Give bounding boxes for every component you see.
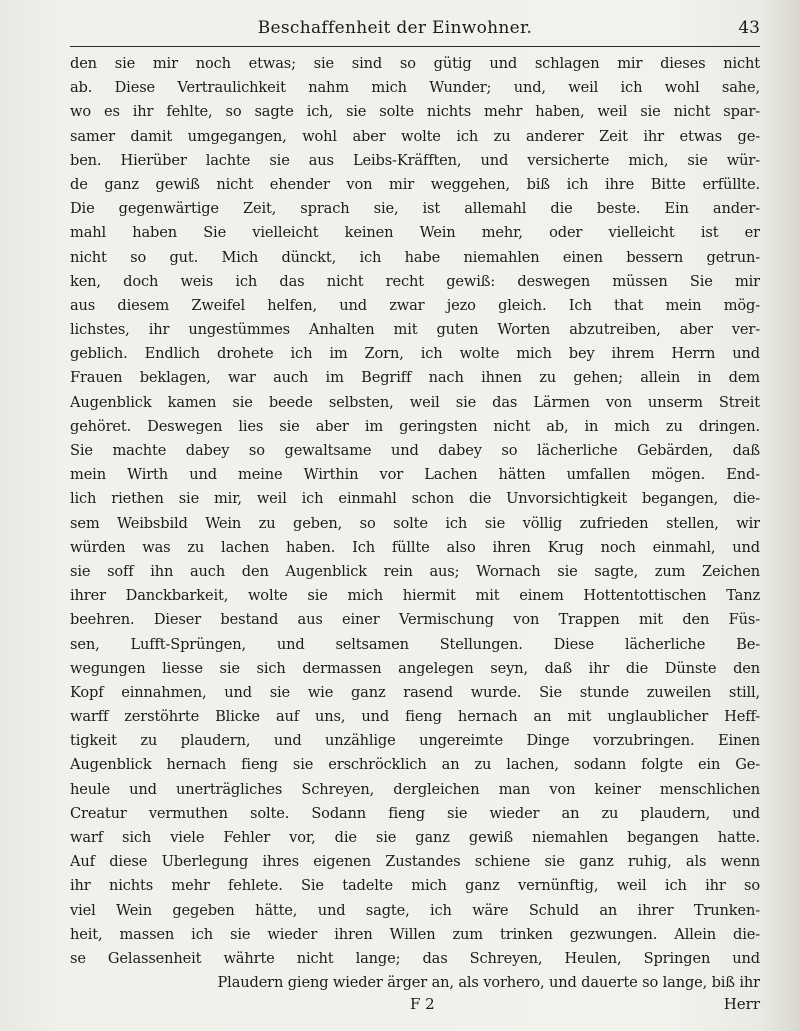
text-line: se Gelassenheit währte nicht lange; das Schreyen, Heulen, Springen und xyxy=(70,949,760,967)
text-line: mahl haben Sie vielleicht keinen Wein mehr, oder vielleicht ist er xyxy=(70,224,760,242)
text-line: sen, Lufft-Sprüngen, und seltsamen Stellungen. Diese lächerliche Be- xyxy=(70,635,760,653)
running-head: Beschaffenheit der Einwohner. xyxy=(257,18,533,38)
text-line: gehöret. Deswegen lies sie aber im geringsten nicht ab, in mich zu dringen. xyxy=(70,417,760,435)
text-line: heit, massen ich sie wieder ihren Willen zum trinken gezwungen. Allein die- xyxy=(70,925,760,943)
text-line: Sie machte dabey so gewaltsame und dabey so lächerliche Gebärden, daß xyxy=(70,442,760,459)
text-line: aus diesem Zweifel helfen, und zwar jezo gleich. Ich that mein mög- xyxy=(70,296,760,314)
text-line: lich riethen sie mir, weil ich einmahl schon die Unvorsichtigkeit begangen, die- xyxy=(70,490,760,508)
text-line: Auf diese Uberlegung ihres eigenen Zustandes schiene sie ganz ruhig, als wenn xyxy=(70,853,760,871)
text-line: beehren. Dieser bestand aus einer Vermischung von Trappen mit den Füs- xyxy=(70,611,760,629)
text-line: sie soff ihn auch den Augenblick rein aus; Wornach sie sagte, zum Zeichen xyxy=(70,562,760,580)
text-line: viel Wein gegeben hätte, und sagte, ich wäre Schuld an ihrer Trunken- xyxy=(70,901,760,919)
text-line: Die gegenwärtige Zeit, sprach sie, ist allemahl die beste. Ein ander- xyxy=(70,200,760,218)
text-line: ken, doch weis ich das nicht recht gewiß: deswegen müssen Sie mir xyxy=(70,272,760,290)
text-line: wegungen liesse sie sich dermassen angelegen seyn, daß ihr die Dünste den xyxy=(70,659,760,677)
page-edge-shadow xyxy=(760,0,800,1031)
text-line: tigkeit zu plaudern, und unzählige ungereimte Dinge vorzubringen. Einen xyxy=(70,732,760,750)
text-line: ab. Diese Vertraulichkeit nahm mich Wunder; und, weil ich wohl sahe, xyxy=(70,79,760,97)
text-line: Augenblick hernach fieng sie erschröcklich an zu lachen, sodann folgte ein Ge- xyxy=(70,756,760,774)
text-line: wo es ihr fehlte, so sagte ich, sie solte nichts mehr haben, weil sie nicht spar- xyxy=(70,103,760,121)
page-header xyxy=(70,18,760,44)
text-line: warf sich viele Fehler vor, die sie ganz gewiß niemahlen begangen hatte. xyxy=(70,829,760,846)
text-line: würden was zu lachen haben. Ich füllte also ihren Krug noch einmahl, und xyxy=(70,538,760,556)
page-number: 43 xyxy=(738,18,760,38)
text-line: lichstes, ihr ungestümmes Anhalten mit guten Worten abzutreiben, aber ver- xyxy=(70,321,760,339)
catchword: Herr xyxy=(723,995,760,1013)
text-line: ihrer Danckbarkeit, wolte sie mich hiermit mit einem Hottentottischen Tanz xyxy=(70,587,760,605)
text-line: sem Weibsbild Wein zu geben, so solte ich sie völlig zufrieden stellen, wir xyxy=(70,514,760,532)
text-line: warff zerstöhrte Blicke auf uns, und fieng hernach an mit unglaublicher Heff- xyxy=(70,708,760,726)
text-line: mein Wirth und meine Wirthin vor Lachen hätten umfallen mögen. End- xyxy=(70,466,760,484)
text-line: ben. Hierüber lachte sie aus Leibs-Kräfften, und versicherte mich, sie wür- xyxy=(70,151,760,169)
text-line: heule und unerträgliches Schreyen, dergleichen man von keiner menschlichen xyxy=(70,780,760,798)
text-line: den sie mir noch etwas; sie sind so gütig und schlagen mir dieses nicht xyxy=(70,55,760,72)
text-line: nicht so gut. Mich dünckt, ich habe niemahlen einen bessern getrun- xyxy=(70,248,760,266)
text-line: Plaudern gieng wieder ärger an, als vorhero, und dauerte so lange, biß ihr xyxy=(217,974,760,992)
text-line: Frauen beklagen, war auch im Begriff nach ihnen zu gehen; allein in dem xyxy=(70,369,760,387)
text-line: de ganz gewiß nicht ehender von mir weggehen, biß ich ihre Bitte erfüllte. xyxy=(70,175,760,193)
text-line: samer damit umgegangen, wohl aber wolte ich zu anderer Zeit ihr etwas ge- xyxy=(70,127,760,145)
text-line: Kopf einnahmen, und sie wie ganz rasend wurde. Sie stunde zuweilen still, xyxy=(70,683,760,701)
text-line: Augenblick kamen sie beede selbsten, weil sie das Lärmen von unserm Streit xyxy=(70,393,760,411)
body-text xyxy=(70,52,760,995)
text-line: geblich. Endlich drohete ich im Zorn, ich wolte mich bey ihrem Herrn und xyxy=(70,345,760,363)
header-rule xyxy=(70,46,760,47)
text-line: ihr nichts mehr fehlete. Sie tadelte mich ganz vernünftig, weil ich ihr so xyxy=(70,877,760,895)
text-line: Creatur vermuthen solte. Sodann fieng sie wieder an zu plaudern, und xyxy=(70,804,760,822)
signature-mark: F 2 xyxy=(410,995,435,1013)
